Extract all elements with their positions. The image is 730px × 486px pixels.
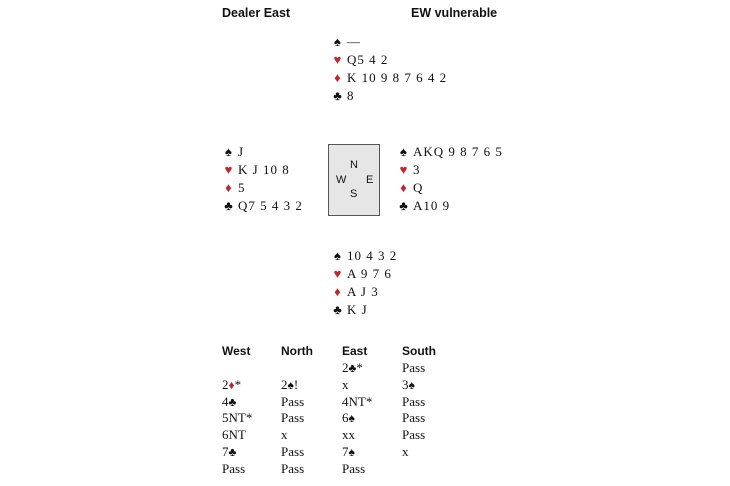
auction-bid: xx bbox=[342, 427, 355, 443]
auction-bid: Pass bbox=[342, 460, 366, 476]
auction-bid: 4♣ bbox=[222, 393, 237, 409]
south-diamonds bbox=[331, 283, 397, 301]
east-hearts-cards: 3 bbox=[413, 162, 421, 177]
east-spades-cards: AKQ 9 8 7 6 5 bbox=[413, 144, 503, 159]
south-clubs-cards: K J bbox=[347, 302, 368, 317]
heart-icon: ♥ bbox=[399, 162, 408, 177]
auction-bid: 2♣* bbox=[342, 360, 363, 375]
south-spades bbox=[331, 247, 397, 265]
auction-bid: Pass bbox=[281, 393, 305, 409]
auction-bid: 6NT bbox=[222, 427, 246, 443]
auction-bid: Pass bbox=[402, 393, 426, 409]
south-hand bbox=[331, 247, 397, 319]
auction-bid: x bbox=[281, 427, 288, 443]
south-hearts-cards: A 9 7 6 bbox=[347, 266, 392, 281]
compass-east: E bbox=[366, 174, 374, 186]
auction-bid: 4NT* bbox=[342, 393, 373, 409]
heart-icon: ♥ bbox=[333, 266, 342, 281]
north-clubs-cards: 8 bbox=[347, 88, 355, 103]
auction-bid: Pass bbox=[402, 410, 426, 426]
dealer-label: Dealer East bbox=[222, 6, 291, 20]
auction-header-north: North bbox=[281, 344, 313, 358]
auction-bid: 2♠! bbox=[281, 376, 299, 392]
auction-bid: 7♠ bbox=[342, 443, 355, 459]
heart-icon: ♥ bbox=[333, 52, 342, 67]
north-hearts bbox=[331, 51, 447, 69]
east-spades bbox=[397, 143, 503, 161]
club-icon: ♣ bbox=[333, 88, 342, 103]
auction-bid: 2♦* bbox=[222, 376, 242, 392]
north-spades-cards: — bbox=[347, 34, 361, 49]
auction-col-south bbox=[402, 344, 472, 478]
auction-bid: 5NT* bbox=[222, 410, 253, 426]
auction-bid: Pass bbox=[281, 410, 305, 426]
auction-header-west: West bbox=[222, 344, 251, 358]
auction-bid: 3♠ bbox=[402, 376, 415, 392]
west-hand bbox=[222, 143, 303, 215]
west-diamonds-cards: 5 bbox=[238, 180, 246, 195]
auction-bid: Pass bbox=[402, 360, 426, 375]
club-icon: ♣ bbox=[333, 302, 342, 317]
auction-col-north bbox=[281, 344, 351, 478]
spade-icon: ♠ bbox=[400, 144, 407, 159]
vulnerability-label: EW vulnerable bbox=[411, 6, 498, 20]
east-clubs bbox=[397, 197, 503, 215]
west-spades-cards: J bbox=[238, 144, 245, 159]
auction-bid: x bbox=[342, 376, 349, 392]
east-diamonds bbox=[397, 179, 503, 197]
auction-bid: Pass bbox=[402, 427, 426, 443]
north-diamonds-cards: K 10 9 8 7 6 4 2 bbox=[347, 70, 448, 85]
south-clubs bbox=[331, 301, 397, 319]
compass-south: S bbox=[350, 188, 358, 200]
auction-bid: Pass bbox=[281, 460, 305, 476]
auction-bid bbox=[281, 360, 351, 377]
east-hearts bbox=[397, 161, 503, 179]
west-hearts bbox=[222, 161, 303, 179]
club-icon: ♣ bbox=[224, 198, 233, 213]
diamond-icon: ♦ bbox=[334, 70, 341, 85]
east-diamonds-cards: Q bbox=[413, 180, 424, 195]
compass-west: W bbox=[336, 174, 347, 186]
auction-bid bbox=[402, 461, 472, 478]
auction-bid: 6♠ bbox=[342, 410, 355, 426]
spade-icon: ♠ bbox=[334, 248, 341, 263]
west-diamonds bbox=[222, 179, 303, 197]
spade-icon: ♠ bbox=[334, 34, 341, 49]
north-hearts-cards: Q5 4 2 bbox=[347, 52, 389, 67]
diamond-icon: ♦ bbox=[400, 180, 407, 195]
auction-header-east: East bbox=[342, 344, 368, 358]
compass-box bbox=[328, 144, 380, 216]
heart-icon: ♥ bbox=[224, 162, 233, 177]
west-hearts-cards: K J 10 8 bbox=[238, 162, 290, 177]
west-clubs bbox=[222, 197, 303, 215]
west-spades bbox=[222, 143, 303, 161]
south-hearts bbox=[331, 265, 397, 283]
north-hand bbox=[331, 33, 447, 105]
north-spades bbox=[331, 33, 447, 51]
west-clubs-cards: Q7 5 4 3 2 bbox=[238, 198, 303, 213]
east-hand bbox=[397, 143, 503, 215]
auction-bid: 7♣ bbox=[222, 443, 237, 459]
north-diamonds bbox=[331, 69, 447, 87]
diamond-icon: ♦ bbox=[225, 180, 232, 195]
auction-bid: Pass bbox=[222, 460, 246, 476]
diamond-icon: ♦ bbox=[334, 284, 341, 299]
south-spades-cards: 10 4 3 2 bbox=[347, 248, 398, 263]
spade-icon: ♠ bbox=[225, 144, 232, 159]
auction-header-south: South bbox=[402, 344, 436, 358]
compass-north: N bbox=[350, 159, 358, 171]
south-diamonds-cards: A J 3 bbox=[347, 284, 379, 299]
auction-bid: Pass bbox=[281, 443, 305, 459]
club-icon: ♣ bbox=[399, 198, 408, 213]
east-clubs-cards: A10 9 bbox=[413, 198, 451, 213]
auction-bid: x bbox=[402, 443, 409, 459]
north-clubs bbox=[331, 87, 447, 105]
